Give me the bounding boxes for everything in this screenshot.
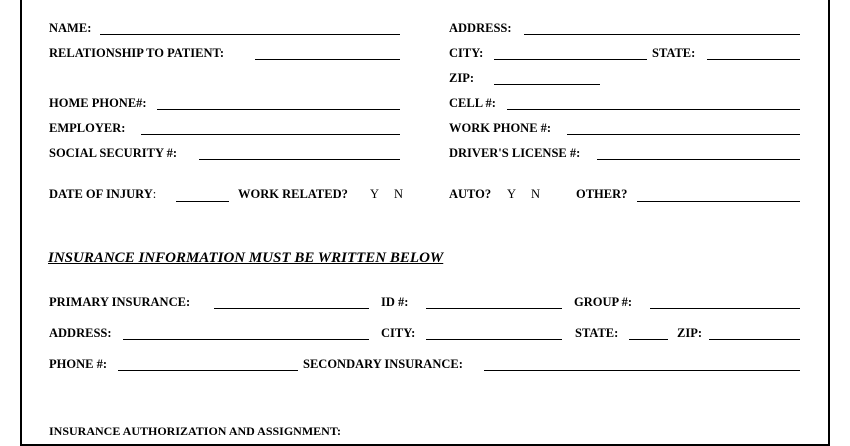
employer-label: EMPLOYER:: [49, 121, 126, 135]
address-label: ADDRESS:: [449, 21, 512, 35]
date-of-injury-label: [49, 187, 156, 201]
insurance-state-label: STATE:: [575, 326, 619, 340]
primary-insurance-label: PRIMARY INSURANCE:: [49, 295, 191, 309]
insurance-state-field[interactable]: [629, 339, 668, 340]
relationship-field[interactable]: [255, 59, 400, 60]
cell-label: CELL #:: [449, 96, 496, 110]
address-field[interactable]: [524, 34, 800, 35]
auto-label: AUTO?: [449, 187, 492, 201]
secondary-insurance-label: SECONDARY INSURANCE:: [303, 357, 463, 371]
work-related-no-option[interactable]: N: [394, 187, 404, 201]
relationship-label: RELATIONSHIP TO PATIENT:: [49, 46, 225, 60]
date-of-injury-field[interactable]: [176, 201, 229, 202]
insurance-city-label: CITY:: [381, 326, 416, 340]
id-field[interactable]: [426, 308, 562, 309]
city-field[interactable]: [494, 59, 647, 60]
home-phone-field[interactable]: [157, 109, 400, 110]
insurance-phone-field[interactable]: [118, 370, 298, 371]
insurance-address-label: ADDRESS:: [49, 326, 112, 340]
work-related-label: WORK RELATED?: [238, 187, 348, 201]
work-phone-field[interactable]: [567, 134, 800, 135]
insurance-zip-label: ZIP:: [677, 326, 702, 340]
group-field[interactable]: [650, 308, 800, 309]
other-label: OTHER?: [576, 187, 628, 201]
name-field[interactable]: [100, 34, 400, 35]
zip-field[interactable]: [494, 84, 600, 85]
city-label: CITY:: [449, 46, 484, 60]
home-phone-label: HOME PHONE#:: [49, 96, 147, 110]
work-related-yes-option[interactable]: Y: [370, 187, 380, 201]
zip-label: ZIP:: [449, 71, 474, 85]
auto-no-option[interactable]: N: [531, 187, 541, 201]
insurance-phone-label: PHONE #:: [49, 357, 107, 371]
primary-insurance-field[interactable]: [214, 308, 369, 309]
insurance-address-field[interactable]: [123, 339, 369, 340]
insurance-zip-field[interactable]: [709, 339, 800, 340]
state-label: STATE:: [652, 46, 696, 60]
drivers-license-field[interactable]: [597, 159, 800, 160]
auto-yes-option[interactable]: Y: [507, 187, 517, 201]
other-field[interactable]: [637, 201, 800, 202]
ssn-field[interactable]: [199, 159, 400, 160]
work-phone-label: WORK PHONE #:: [449, 121, 552, 135]
id-label: ID #:: [381, 295, 409, 309]
insurance-city-field[interactable]: [426, 339, 562, 340]
insurance-heading: INSURANCE INFORMATION MUST BE WRITTEN BELOW: [48, 250, 444, 266]
authorization-label: INSURANCE AUTHORIZATION AND ASSIGNMENT:: [49, 424, 341, 438]
state-field[interactable]: [707, 59, 800, 60]
ssn-label: SOCIAL SECURITY #:: [49, 146, 178, 160]
group-label: GROUP #:: [574, 295, 632, 309]
drivers-license-label: DRIVER'S LICENSE #:: [449, 146, 581, 160]
date-of-injury-text: DATE OF INJURY: [49, 187, 153, 201]
employer-field[interactable]: [141, 134, 400, 135]
secondary-insurance-field[interactable]: [484, 370, 800, 371]
name-label: NAME:: [49, 21, 92, 35]
date-of-injury-colon: :: [152, 187, 157, 201]
form-border: [20, 0, 830, 446]
cell-field[interactable]: [507, 109, 800, 110]
